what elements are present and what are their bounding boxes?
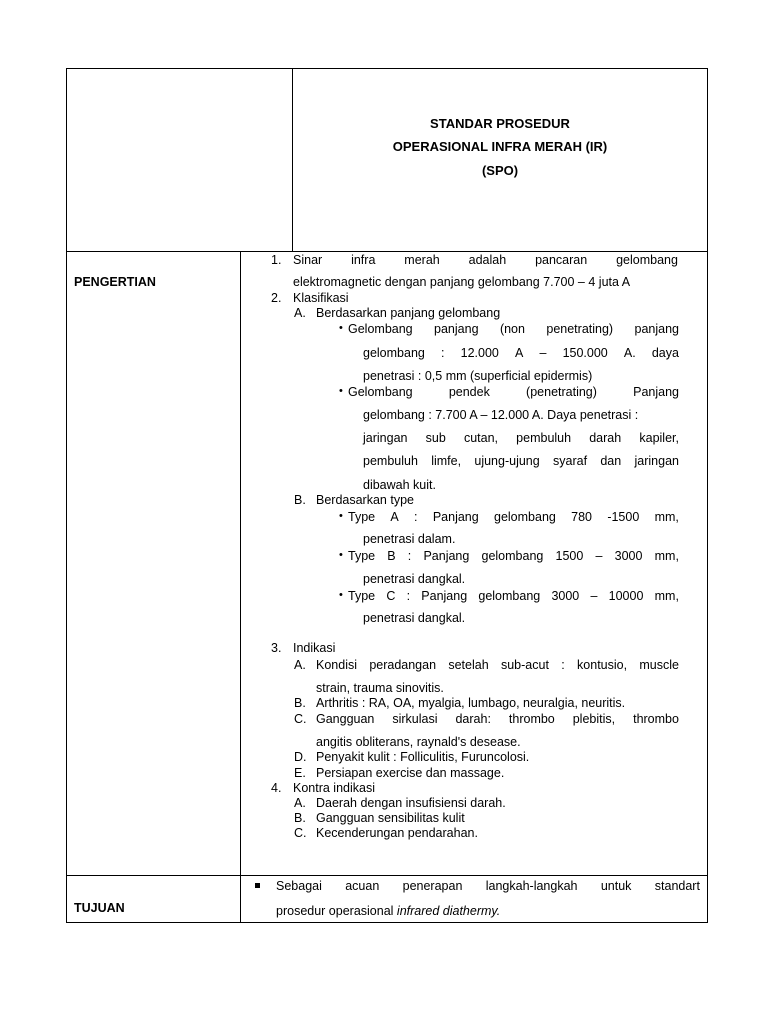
bullet-dot: • — [339, 549, 343, 561]
bullet-dot: • — [339, 510, 343, 522]
word: thrombo — [633, 712, 679, 726]
indikasi-b-text: Arthritis : RA, OA, myalgia, lumbago, neuralgia, neuritis. — [316, 696, 626, 710]
word: gelombang — [494, 510, 556, 524]
bullet-dot: • — [339, 589, 343, 601]
square-bullet-icon — [255, 883, 260, 888]
word: Type — [348, 589, 376, 603]
indikasi-a-line-2: strain, trauma sinovitis. — [316, 681, 444, 695]
word: panjang — [634, 322, 679, 336]
word: sub — [425, 431, 446, 445]
item-1-line-1 — [293, 253, 678, 268]
word: darah — [589, 431, 622, 445]
tujuan-label: TUJUAN — [74, 901, 125, 915]
word: 780 — [571, 510, 593, 524]
item-1-num: 1. — [271, 253, 282, 267]
word: adalah — [468, 253, 507, 267]
doc-title-line-1: STANDAR PROSEDUR — [430, 116, 570, 131]
word: 150.000 — [562, 346, 608, 360]
word: 3000 — [614, 549, 643, 563]
word: thrombo — [508, 712, 555, 726]
word: setelah — [448, 658, 489, 672]
word: daya — [651, 346, 679, 360]
item-2a-num: A. — [294, 306, 306, 320]
word: : — [414, 510, 418, 524]
item-2b-num: B. — [294, 493, 306, 507]
word: darah: — [455, 712, 491, 726]
word: Panjang — [432, 510, 479, 524]
word: pancaran — [535, 253, 588, 267]
word: gelombang — [481, 549, 544, 563]
word: gelombang — [478, 589, 541, 603]
type-a-line-2: penetrasi dalam. — [363, 532, 456, 546]
word: cutan, — [463, 431, 499, 445]
word: Panjang — [423, 549, 470, 563]
word: merah — [404, 253, 440, 267]
item-4-num: 4. — [271, 781, 282, 795]
word: 10000 — [608, 589, 644, 603]
word: Sebagai — [276, 879, 322, 893]
word: Sinar — [293, 253, 323, 267]
word: langkah-langkah — [485, 879, 578, 893]
header-bottom-rule — [66, 251, 708, 252]
doc-title-line-2: OPERASIONAL INFRA MERAH (IR) — [392, 139, 608, 154]
type-b-line-1 — [348, 549, 679, 564]
tujuan-line-2-italic: infrared diathermy. — [396, 904, 501, 918]
item-2-text: Klasifikasi — [293, 291, 349, 305]
word: mm, — [654, 589, 679, 603]
indikasi-c-line-2: angitis obliterans, raynald's desease. — [316, 735, 521, 749]
word: – — [539, 346, 547, 360]
pengertian-label: PENGERTIAN — [74, 275, 156, 289]
bullet-2-line-4 — [363, 454, 679, 469]
bullet-2-line-1 — [348, 385, 679, 400]
word: : — [561, 658, 565, 672]
word: 3000 — [551, 589, 580, 603]
indikasi-b-num: B. — [294, 696, 306, 710]
word: 1500 — [555, 549, 584, 563]
word: pembuluh — [363, 454, 418, 468]
word: standart — [654, 879, 700, 893]
item-3-title: Indikasi — [293, 641, 336, 655]
indikasi-c-line-1 — [316, 712, 679, 727]
item-2b-text: Berdasarkan type — [316, 493, 414, 507]
doc-title-line-3: (SPO) — [481, 163, 519, 178]
tujuan-line-2 — [276, 904, 500, 919]
kontra-b-text: Gangguan sensibilitas kulit — [316, 811, 465, 825]
word: B — [387, 549, 396, 563]
word: pendek — [448, 385, 490, 399]
kontra-c-num: C. — [294, 826, 307, 840]
word: Type — [348, 549, 376, 563]
bullet-dot: • — [339, 385, 343, 397]
indikasi-a-num: A. — [294, 658, 306, 672]
word: gelombang — [616, 253, 678, 267]
word: – — [590, 589, 598, 603]
word: A. — [623, 346, 636, 360]
kontra-c-text: Kecenderungan pendarahan. — [316, 826, 478, 840]
word: peradangan — [369, 658, 437, 672]
bullet-2-line-3 — [363, 431, 679, 446]
bullet-2-line-2: gelombang : 7.700 A – 12.000 A. Daya penetrasi : — [363, 408, 639, 422]
bullet-dot: • — [339, 322, 343, 334]
word: jaringan — [634, 454, 679, 468]
word: (penetrating) — [526, 385, 597, 399]
word: C — [386, 589, 396, 603]
word: A — [515, 346, 524, 360]
word: sirkulasi — [392, 712, 438, 726]
word: 12.000 — [460, 346, 499, 360]
word: limfe, — [431, 454, 462, 468]
word: infra — [351, 253, 376, 267]
word: untuk — [600, 879, 632, 893]
header-divider — [292, 68, 293, 252]
word: mm, — [654, 549, 679, 563]
word: A — [390, 510, 399, 524]
word: Kondisi — [316, 658, 357, 672]
tujuan-line-1 — [276, 879, 700, 894]
indikasi-a-line-1 — [316, 658, 679, 673]
word: muscle — [639, 658, 679, 672]
body-divider — [240, 251, 241, 923]
word: (non — [499, 322, 525, 336]
type-c-line-2: penetrasi dangkal. — [363, 611, 466, 625]
word: penerapan — [402, 879, 463, 893]
word: -1500 — [607, 510, 640, 524]
type-b-line-2: penetrasi dangkal. — [363, 572, 466, 586]
word: dan — [600, 454, 622, 468]
word: kapiler, — [639, 431, 679, 445]
word: gelombang — [363, 346, 425, 360]
word: : — [407, 549, 412, 563]
word: ujung-ujung — [474, 454, 540, 468]
indikasi-d-num: D. — [294, 750, 307, 764]
item-3-num: 3. — [271, 641, 282, 655]
word: sub-acut — [500, 658, 549, 672]
indikasi-c-num: C. — [294, 712, 307, 726]
item-2-num: 2. — [271, 291, 282, 305]
word: syaraf — [553, 454, 588, 468]
indikasi-e-num: E. — [294, 766, 306, 780]
bullet-1-line-2 — [363, 346, 679, 361]
indikasi-e-text: Persiapan exercise dan massage. — [316, 766, 505, 780]
tujuan-top-rule — [66, 875, 708, 876]
word: Gelombang — [348, 322, 413, 336]
word: penetrating) — [546, 322, 614, 336]
word: : — [406, 589, 411, 603]
item-2a-text: Berdasarkan panjang gelombang — [316, 306, 501, 320]
word: Gelombang — [348, 385, 413, 399]
bullet-2-line-5: dibawah kuit. — [363, 478, 436, 492]
word: Panjang — [421, 589, 468, 603]
word: Gangguan — [316, 712, 375, 726]
kontra-a-text: Daerah dengan insufisiensi darah. — [316, 796, 506, 810]
type-a-line-1 — [348, 510, 679, 525]
item-4-title: Kontra indikasi — [293, 781, 375, 795]
word: plebitis, — [572, 712, 616, 726]
word: – — [595, 549, 603, 563]
word: Type — [348, 510, 376, 524]
item-1-line-2: elektromagnetic dengan panjang gelombang 7.700 – 4 juta A — [293, 275, 631, 289]
word: mm, — [654, 510, 679, 524]
kontra-b-num: B. — [294, 811, 306, 825]
indikasi-d-text: Penyakit kulit : Folliculitis, Furuncolosi. — [316, 750, 530, 764]
type-c-line-1 — [348, 589, 679, 604]
word: panjang — [434, 322, 479, 336]
tujuan-line-2-text: prosedur operasional — [276, 904, 397, 918]
kontra-a-num: A. — [294, 796, 306, 810]
word: Panjang — [633, 385, 679, 399]
word: jaringan — [363, 431, 408, 445]
word: acuan — [345, 879, 380, 893]
word: : — [441, 346, 445, 360]
bullet-1-line-3: penetrasi : 0,5 mm (superficial epidermis) — [363, 369, 593, 383]
word: kontusio, — [577, 658, 628, 672]
bullet-1-line-1 — [348, 322, 679, 337]
word: pembuluh — [516, 431, 572, 445]
